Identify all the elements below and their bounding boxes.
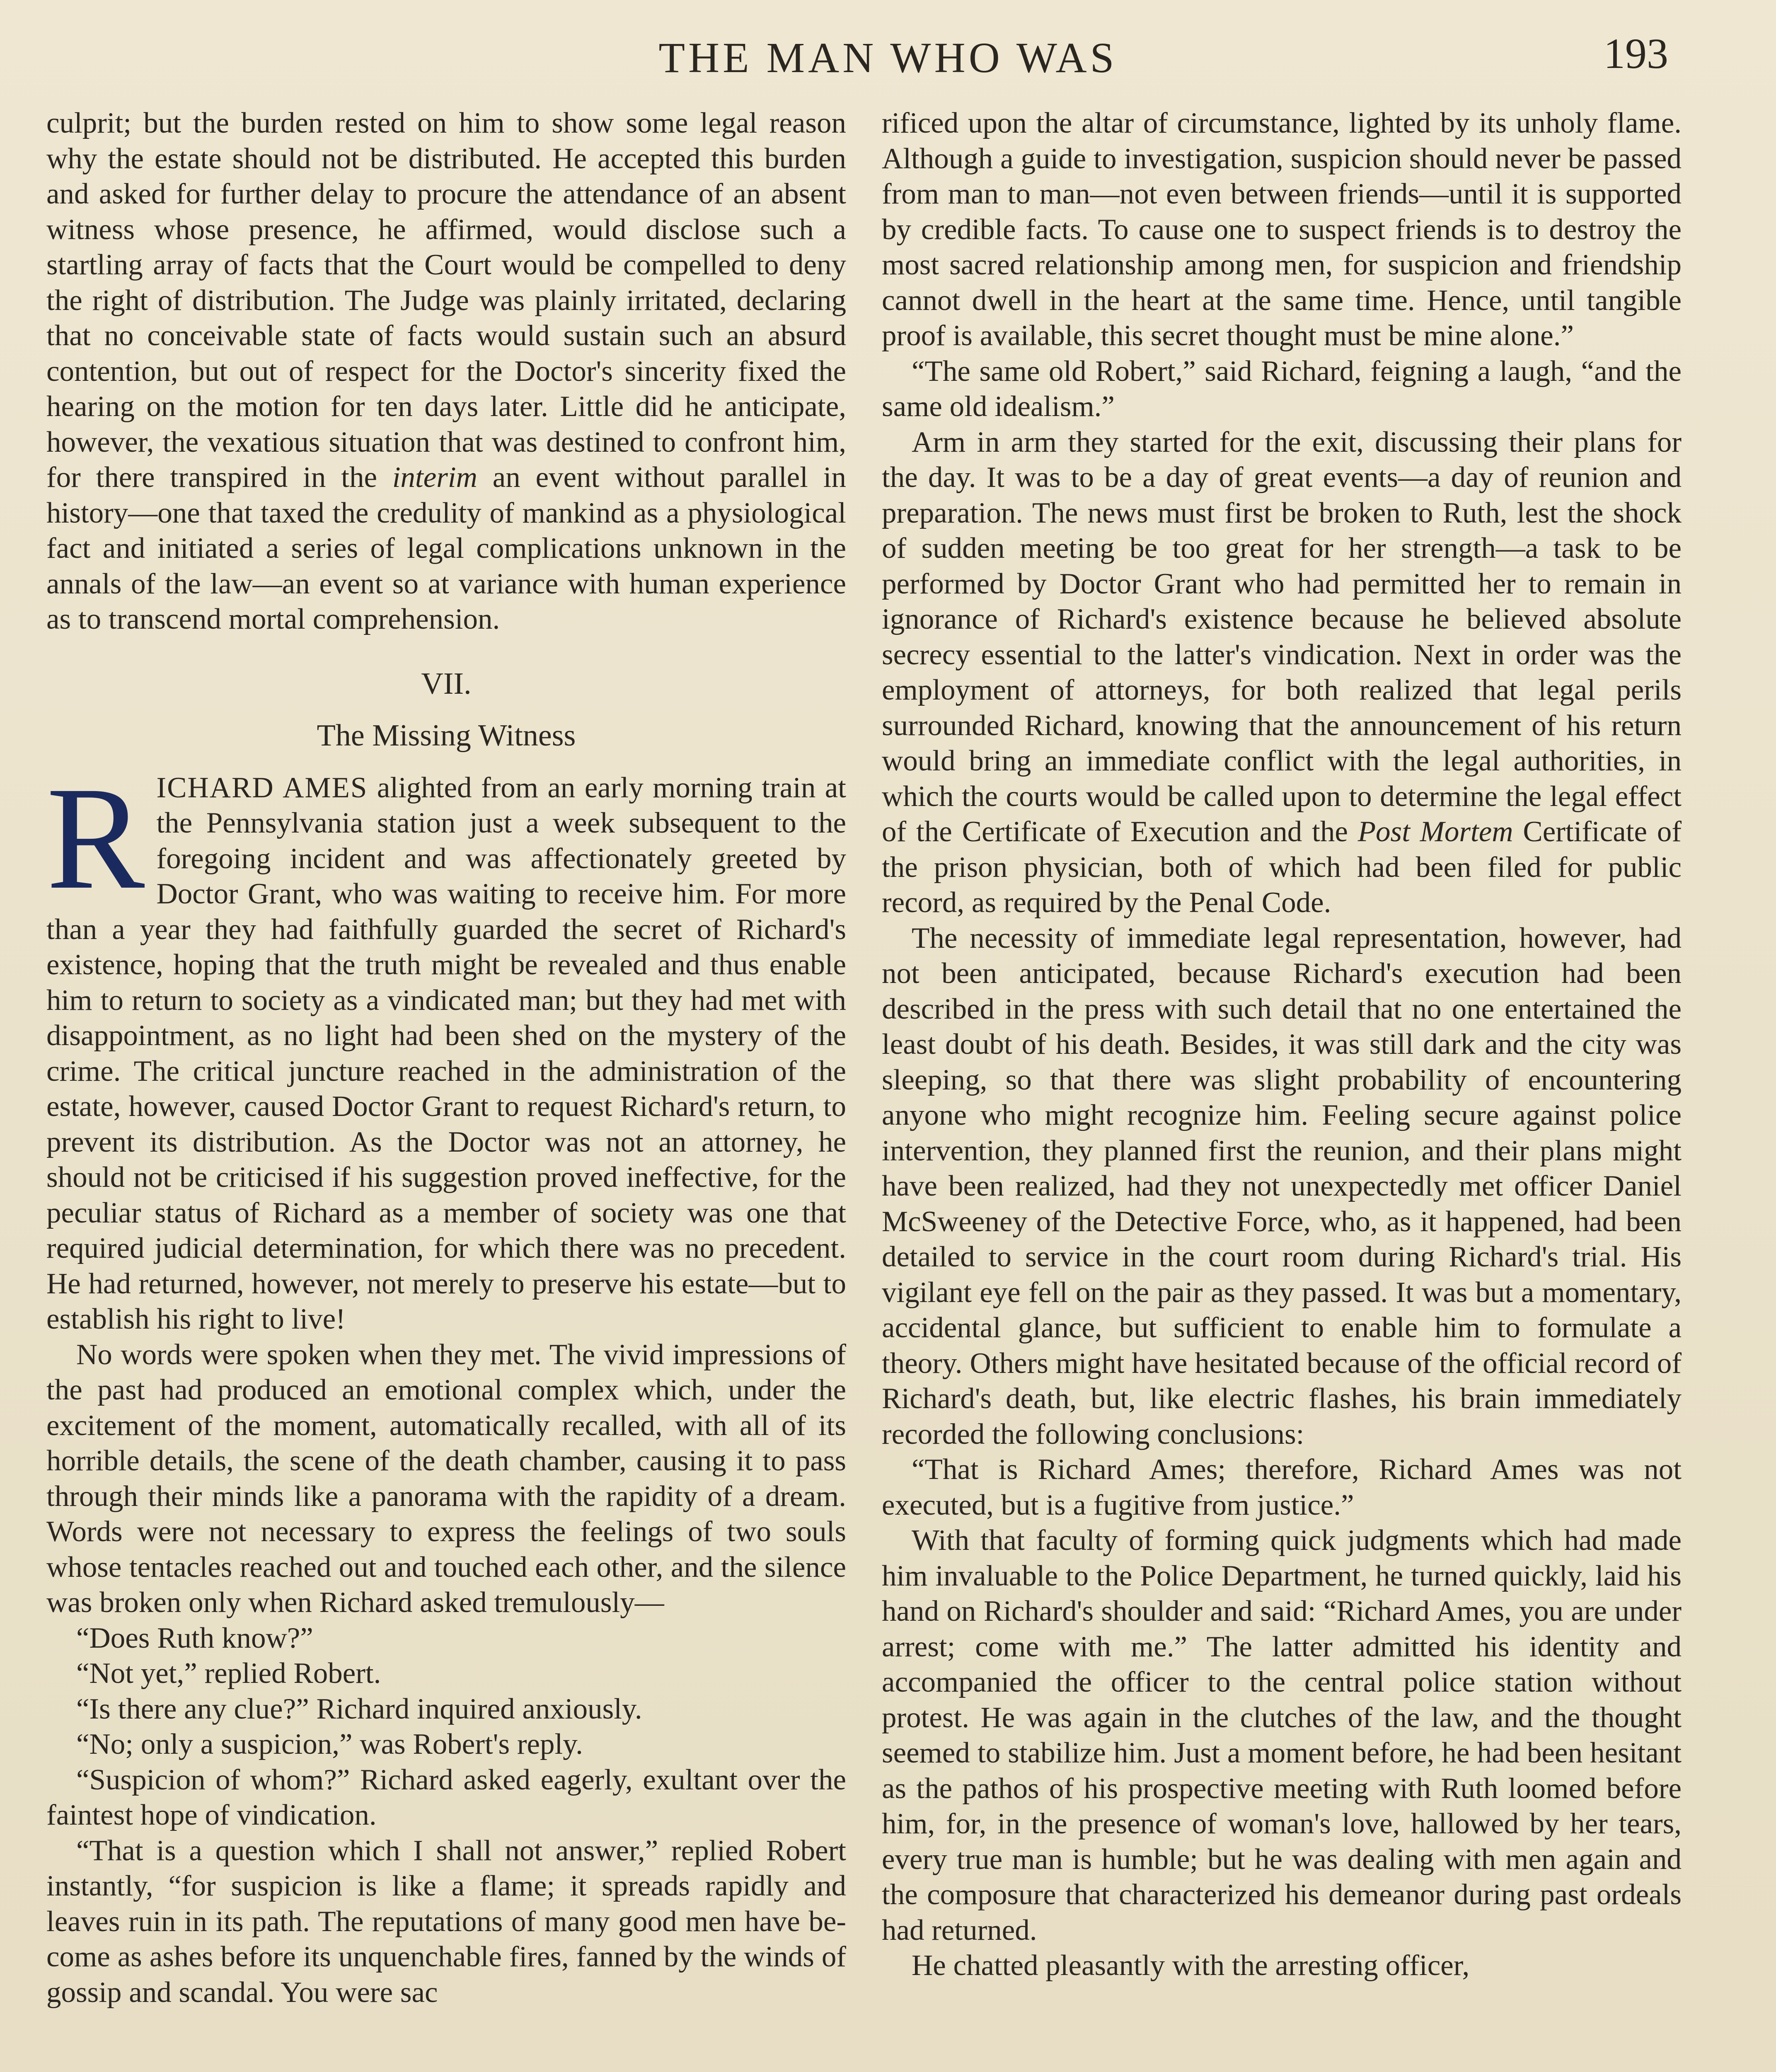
paragraph: culprit; but the burden rested on him to show some legal reason why the estate should not be distributed. He accepted this burden and asked for further delay to procure the attendance of an absent witness whose presence, he affirmed, would disclose such a startling array of facts that the Court would be compelled to deny the right of distribution. The Judge was plainly irritated, declaring that no conceivable state of facts would sustain such an absurd contention, but out of respect for the Doctor's sincerity fixed the hearing on the motion for ten days later. Little did he anticipate, however, the vexatious situation that was destined to confront him, for there transpired in the interim an event without parallel in history—one that taxed the credulity of mankind as a physiological fact and initiated a series of legal complications unknown in the annals of the law—an event so at variance with human experience as to transcend mortal comprehension. xyxy=(46,107,846,635)
drop-cap: R xyxy=(46,756,145,920)
section-number: VII. xyxy=(421,666,472,701)
paragraph: Arm in arm they started for the exit, discussing their plans for the day. It was to be a day of great events—a day of reunion and preparation. The news must first be broken to Ruth, lest the shock of sudden meeting be too great for her strength—a task to be performed by Doctor Grant who had permitted her to remain in ignorance of Richard's existence because he believed absolute secrecy essential to the latter's vindication. Next in order was the employment of attorneys, for both realized that legal perils surrounded Richard, knowing that the announcement of his return would bring an immediate conflict with the legal authorities, in which the courts would be called upon to determine the legal effect of the Certificate of Execution and the Post Mortem Certificate of the prison physician, both of which had been filed for public record, as required by the Penal Code. xyxy=(882,426,1682,919)
paragraph: He chatted pleasantly with the arresting officer, xyxy=(912,1949,1470,1982)
dialogue-line: “Is there any clue?” Richard inquired anxiously. xyxy=(76,1692,642,1725)
paragraph: “That is a question which I shall not answer,” replied Robert instantly, “for suspicion is like a flame; it spreads rapidly and leaves ruin in its path. The reputations of many good men have become as ashes before its unquenchable fires, fanned by the winds of gossip and scandal. You were sac xyxy=(46,1834,846,2009)
paragraph: rificed upon the altar of circumstance, lighted by its unholy flame. Although a guide to investigation, suspicion should never be passed from man to man—not even between friends—until it is supported by credible facts. To cause one to suspect friends is to destroy the most sacred relationship among men, for suspicion and friendship cannot dwell in the heart at the same time. Hence, until tangible proof is available, this secret thought must be mine alone.” xyxy=(882,107,1682,352)
dialogue-line: “The same old Robert,” said Richard, feigning a laugh, “and the same old idealism.” xyxy=(882,355,1682,423)
paragraph: The necessity of immediate legal representation, however, had not been anticipated, because Richard's execution had been described in the press with such detail that no one entertained the least doubt of his death. Besides, it was still dark and the city was sleeping, so that there was slight probability of encountering anyone who might recognize him. Feeling secure against police intervention, they planned first the reunion, and their plans might have been realized, had they not unexpectedly met officer Daniel McSweeney of the Detective Force, who, as it happened, had been detailed to service in the court room during Richard's trial. His vigilant eye fell on the pair as they passed. It was but a momentary, accidental glance, but sufficient to enable him to formulate a theory. Others might have hesitated because of the official record of Richard's death, but, like electric flashes, his brain immediately recorded the following conclusions: xyxy=(882,922,1682,1450)
page-header xyxy=(0,25,1776,87)
running-title: THE MAN WHO WAS xyxy=(658,34,1118,82)
section-title: The Missing Witness xyxy=(317,719,576,753)
paragraph: RICHARD AMES alighted from an early morning train at the Pennsylvania station just a week subsequent to the foregoing incident and was affectionately greeted by Doctor Grant, who was waiting to receive him. For more than a year they had faithfully guarded the secret of Richard's existence, hoping that the truth might be revealed and thus enable him to return to society as a vindicated man; but they had met with disappointment, as no light had been shed on the mystery of the crime. The critical juncture reached in the administration of the estate, however, caused Doctor Grant to request Richard's return, to prevent its distribution. As the Doctor was not an attorney, he should not be criticised if his suggestion proved ineffective, for the peculiar status of Richard as a member of society was one that required judicial determination, for which there was no precedent. He had returned, however, not merely to preserve his estate—but to establish his right to live! xyxy=(46,756,846,1335)
dialogue-line: “Suspicion of whom?” Richard asked eagerly, exultant over the faintest hope of vindication. xyxy=(46,1763,846,1831)
left-column xyxy=(46,106,846,2072)
page-number: 193 xyxy=(1604,30,1668,77)
paragraph: With that faculty of forming quick judgments which had made him invaluable to the Police Department, he turned quickly, laid his hand on Richard's shoulder and said: “Richard Ames, you are under arrest; come with me.” The latter admitted his identity and accompanied the officer to the central police station without protest. He was again in the clutches of the law, and the thought seemed to stabilize him. Just a moment before, he had been hesitant as the pathos of his prospective meeting with Ruth loomed before him, for, in the presence of woman's love, hallowed by her tears, every true man is humble; but he was dealing with men again and the composure that characterized his demeanor during past ordeals had returned. xyxy=(882,1524,1682,1946)
right-column xyxy=(882,106,1682,2072)
dialogue-line: “Not yet,” replied Robert. xyxy=(76,1657,381,1690)
dialogue-line: “Does Ruth know?” xyxy=(76,1622,313,1654)
dialogue-line: “No; only a suspicion,” was Robert's reply. xyxy=(76,1728,583,1760)
dialogue-line: “That is Richard Ames; therefore, Richard Ames was not executed, but is a fugitive from justice.” xyxy=(882,1453,1682,1521)
paragraph: No words were spoken when they met. The vivid impressions of the past had produced an emotional complex which, under the excitement of the moment, automatically recalled, with all of its horrible details, the scene of the death chamber, causing it to pass through their minds like a panorama with the rapidity of a dream. Words were not necessary to express the feelings of two souls whose tentacles reached out and touched each other, and the silence was broken only when Richard asked tremulously— xyxy=(46,1338,846,1619)
